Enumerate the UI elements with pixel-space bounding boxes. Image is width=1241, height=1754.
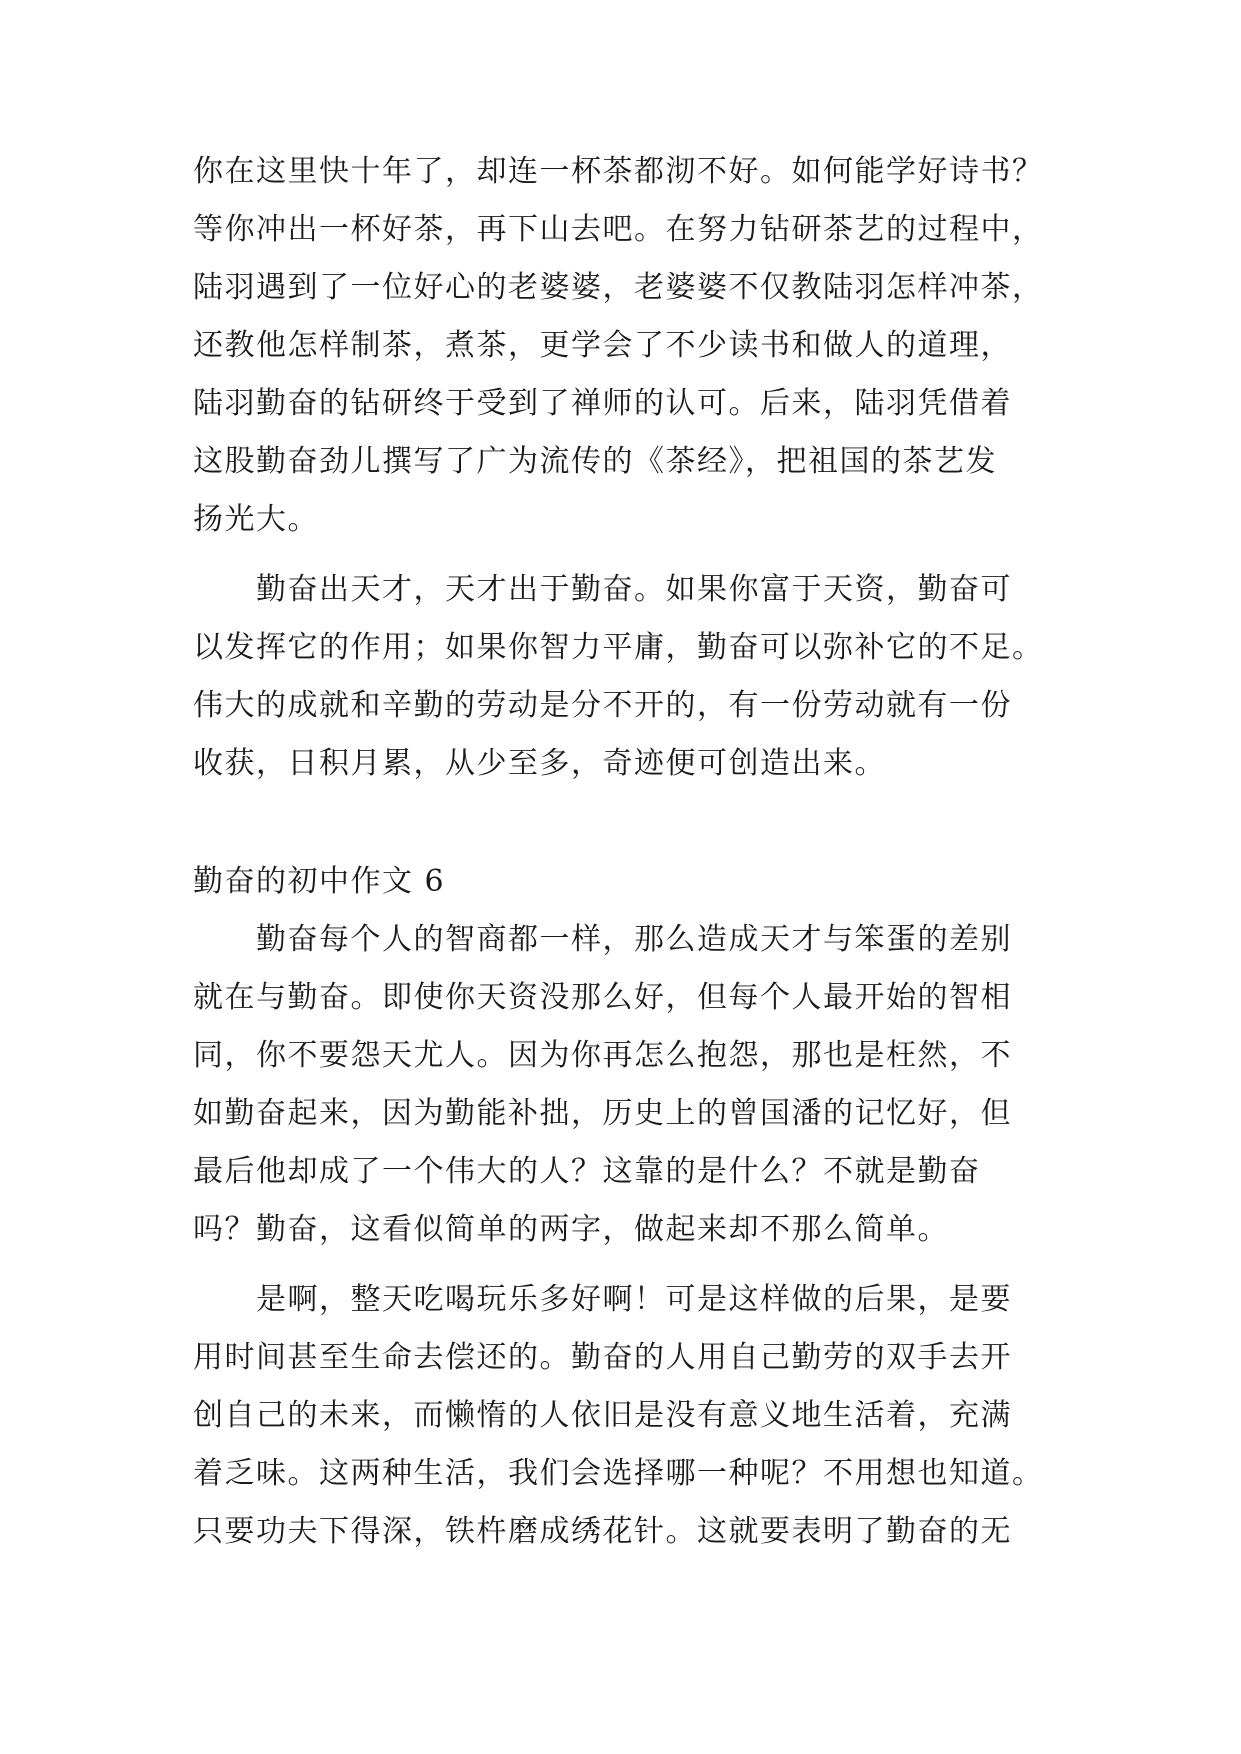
section-heading: 勤奋的初中作文 6 [193,864,446,899]
paragraph-line: 同，你不要怨天尤人。因为你再怎么抱怨，那也是枉然，不 [193,1038,1012,1073]
paragraph-line: 勤奋出天才，天才出于勤奋。如果你富于天资，勤奋可 [256,572,1012,607]
paragraph-line: 吗？勤奋，这看似简单的两字，做起来却不那么简单。 [193,1212,949,1247]
paragraph-line: 这股勤奋劲儿撰写了广为流传的《茶经》，把祖国的茶艺发 [193,444,997,479]
paragraph-line: 如勤奋起来，因为勤能补拙，历史上的曾国潘的记忆好，但 [193,1096,1012,1131]
paragraph-line: 伟大的成就和辛勤的劳动是分不开的，有一份劳动就有一份 [193,688,1012,723]
paragraph-line: 最后他却成了一个伟大的人？这靠的是什么？不就是勤奋 [193,1154,981,1189]
paragraph-line: 扬光大。 [193,502,319,537]
paragraph-line: 收获，日积月累，从少至多，奇迹便可创造出来。 [193,746,886,781]
paragraph-line: 创自己的未来，而懒惰的人依旧是没有意义地生活着，充满 [193,1398,1012,1433]
paragraph-line: 陆羽遇到了一位好心的老婆婆，老婆婆不仅教陆羽怎样冲茶， [193,270,1044,305]
paragraph-line: 只要功夫下得深，铁杵磨成绣花针。这就要表明了勤奋的无 [193,1514,1012,1549]
paragraph-line: 就在与勤奋。即使你天资没那么好，但每个人最开始的智相 [193,980,1012,1015]
paragraph-line: 陆羽勤奋的钻研终于受到了禅师的认可。后来，陆羽凭借着 [193,386,1012,421]
paragraph-line: 着乏味。这两种生活，我们会选择哪一种呢？不用想也知道。 [193,1456,1044,1491]
paragraph-line: 等你冲出一杯好茶，再下山去吧。在努力钻研茶艺的过程中， [193,212,1044,247]
paragraph-line: 你在这里快十年了，却连一杯茶都沏不好。如何能学好诗书？ [193,154,1044,189]
paragraph-line: 勤奋每个人的智商都一样，那么造成天才与笨蛋的差别 [256,922,1012,957]
paragraph-line: 用时间甚至生命去偿还的。勤奋的人用自己勤劳的双手去开 [193,1340,1012,1375]
paragraph-line: 以发挥它的作用；如果你智力平庸，勤奋可以弥补它的不足。 [193,630,1044,665]
paragraph-line: 还教他怎样制茶，煮茶，更学会了不少读书和做人的道理， [193,328,1012,363]
paragraph-line: 是啊，整天吃喝玩乐多好啊！可是这样做的后果，是要 [256,1282,1012,1317]
